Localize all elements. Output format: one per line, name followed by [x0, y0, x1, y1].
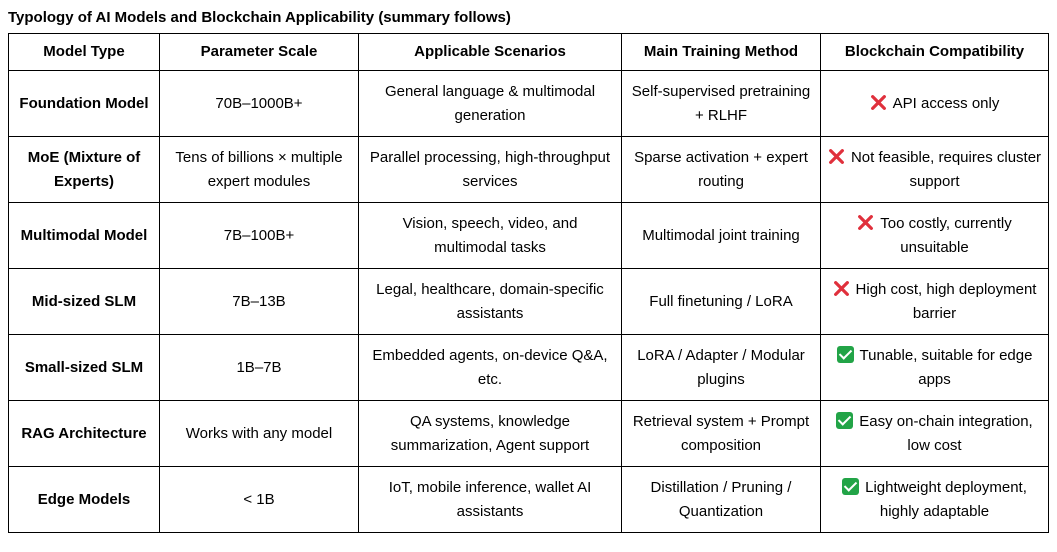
cell-applicable-scenarios: General language & multimodal generation: [359, 71, 622, 137]
cell-model-type: Mid-sized SLM: [9, 269, 160, 335]
compatibility-text: API access only: [892, 94, 1000, 112]
header-blockchain-compatibility: Blockchain Compatibility: [821, 34, 1049, 71]
cell-applicable-scenarios: Parallel processing, high-throughput services: [359, 137, 622, 203]
cell-parameter-scale: 7B–100B+: [160, 203, 359, 269]
cell-blockchain-compatibility: [821, 269, 1049, 335]
cell-model-type: RAG Architecture: [9, 401, 160, 467]
cell-parameter-scale: 1B–7B: [160, 335, 359, 401]
model-typology-table: [8, 33, 1049, 533]
cell-blockchain-compatibility: [821, 335, 1049, 401]
cell-model-type: Small-sized SLM: [9, 335, 160, 401]
table-row: [9, 71, 1049, 137]
cell-training-method: Multimodal joint training: [622, 203, 821, 269]
table-header-row: [9, 34, 1049, 71]
cross-mark-icon: [828, 149, 851, 166]
check-mark-icon: [836, 413, 859, 430]
cell-model-type: Foundation Model: [9, 71, 160, 137]
cross-mark-icon: [833, 281, 856, 298]
cell-parameter-scale: 7B–13B: [160, 269, 359, 335]
compatibility-text: Lightweight deployment, highly adaptable: [865, 478, 1027, 520]
table-row: [9, 137, 1049, 203]
cell-training-method: Retrieval system + Prompt composition: [622, 401, 821, 467]
table-row: [9, 401, 1049, 467]
cell-applicable-scenarios: Vision, speech, video, and multimodal tasks: [359, 203, 622, 269]
compatibility-text: Too costly, currently unsuitable: [880, 214, 1012, 256]
cell-blockchain-compatibility: [821, 467, 1049, 533]
header-training-method: Main Training Method: [622, 34, 821, 71]
cell-parameter-scale: Works with any model: [160, 401, 359, 467]
table-row: [9, 203, 1049, 269]
cell-applicable-scenarios: QA systems, knowledge summarization, Agent support: [359, 401, 622, 467]
check-mark-icon: [837, 347, 860, 364]
cell-applicable-scenarios: Embedded agents, on-device Q&A, etc.: [359, 335, 622, 401]
cross-mark-icon: [870, 95, 893, 112]
cell-blockchain-compatibility: [821, 137, 1049, 203]
compatibility-text: High cost, high deployment barrier: [855, 280, 1037, 322]
cell-blockchain-compatibility: [821, 401, 1049, 467]
cell-parameter-scale: Tens of billions × multiple expert modules: [160, 137, 359, 203]
page-title: Typology of AI Models and Blockchain Applicability (summary follows): [8, 9, 511, 26]
header-parameter-scale: Parameter Scale: [160, 34, 359, 71]
compatibility-text: Easy on-chain integration, low cost: [859, 412, 1033, 454]
table-row: [9, 269, 1049, 335]
check-mark-icon: [842, 479, 865, 496]
cell-training-method: Distillation / Pruning / Quantization: [622, 467, 821, 533]
cell-blockchain-compatibility: [821, 71, 1049, 137]
header-model-type: Model Type: [9, 34, 160, 71]
header-applicable-scenarios: Applicable Scenarios: [359, 34, 622, 71]
cell-model-type: Edge Models: [9, 467, 160, 533]
compatibility-text: Not feasible, requires cluster support: [850, 148, 1042, 190]
cell-blockchain-compatibility: [821, 203, 1049, 269]
cell-parameter-scale: 70B–1000B+: [160, 71, 359, 137]
compatibility-text: Tunable, suitable for edge apps: [859, 346, 1033, 388]
cell-training-method: Full finetuning / LoRA: [622, 269, 821, 335]
cross-mark-icon: [857, 215, 880, 232]
table-row: [9, 335, 1049, 401]
cell-parameter-scale: < 1B: [160, 467, 359, 533]
cell-training-method: Sparse activation + expert routing: [622, 137, 821, 203]
cell-training-method: Self-supervised pretraining + RLHF: [622, 71, 821, 137]
table-row: [9, 467, 1049, 533]
cell-training-method: LoRA / Adapter / Modular plugins: [622, 335, 821, 401]
cell-applicable-scenarios: Legal, healthcare, domain-specific assistants: [359, 269, 622, 335]
cell-applicable-scenarios: IoT, mobile inference, wallet AI assistants: [359, 467, 622, 533]
cell-model-type: Multimodal Model: [9, 203, 160, 269]
cell-model-type: MoE (Mixture of Experts): [9, 137, 160, 203]
